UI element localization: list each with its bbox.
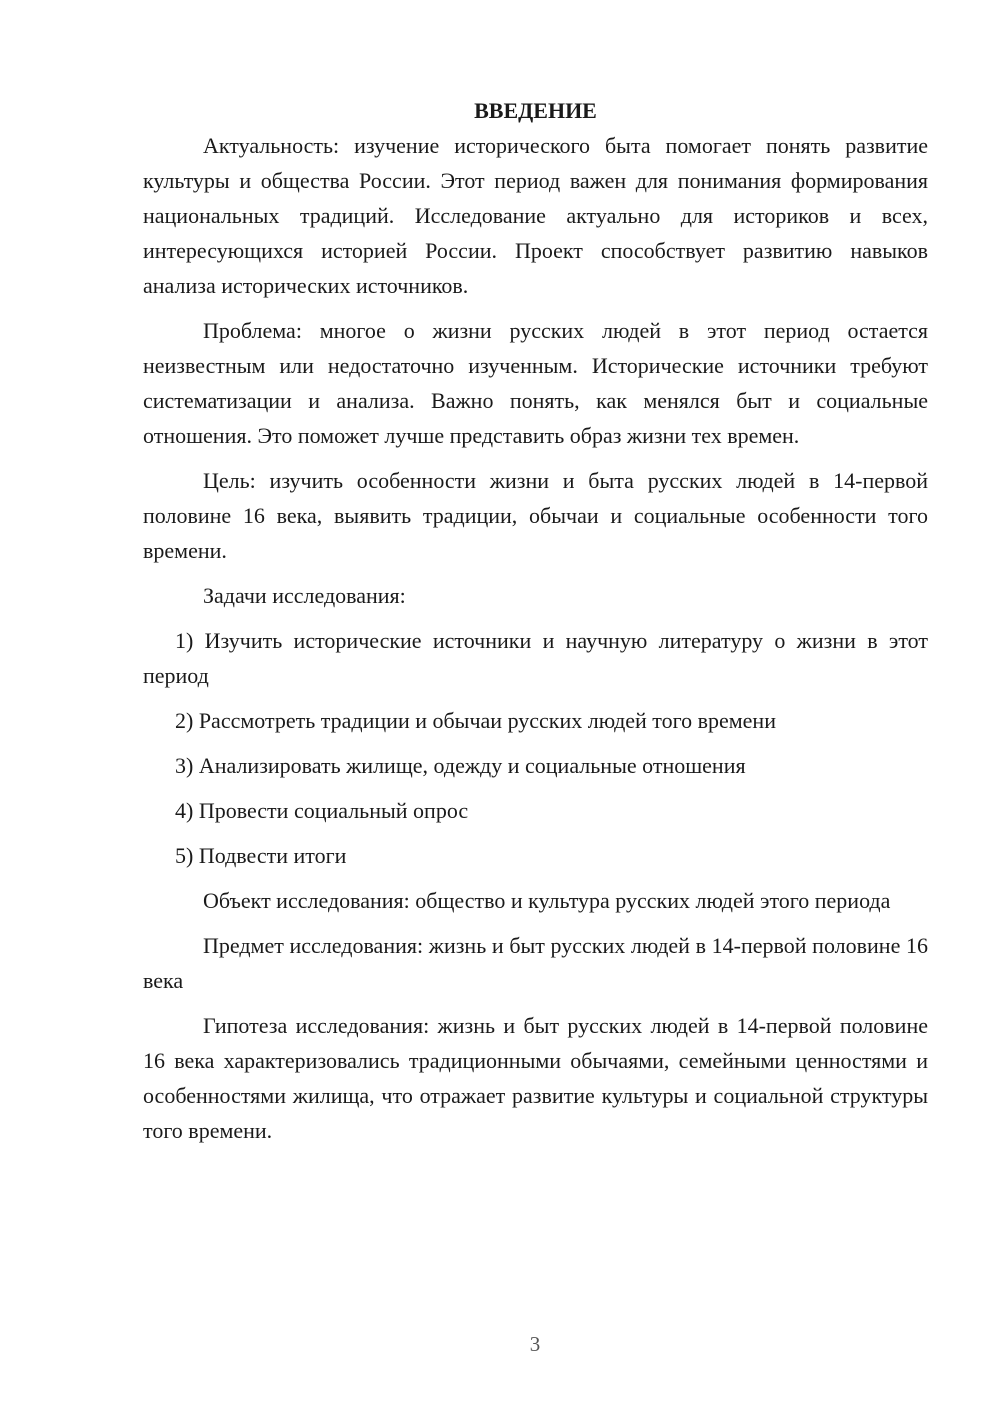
object-paragraph: Объект исследования: общество и культура русских людей этого периода [203,888,891,913]
page-content [143,93,928,1148]
goal-paragraph: Цель: изучить особенности жизни и быта русских людей в 14-первой половине 16 века, выявить традиции, обычаи и социальные особенности того времени. [143,468,928,563]
problem-paragraph: Проблема: многое о жизни русских людей в этот период остается неизвестным или недостаточно изученным. Исторические источники требуют систематизации и анализа. Важно понять, как менялся быт и социальные отношения. Это поможет лучше представить образ жизни тех времен. [143,318,928,448]
task-item: 1) Изучить исторические источники и научную литературу о жизни в этот период [143,628,928,688]
relevance-paragraph: Актуальность: изучение исторического быта помогает понять развитие культуры и общества России. Этот период важен для понимания формирования национальных традиций. Исследование актуально для историков и всех, интересующихся историей России. Проект способствует развитию навыков анализа исторических источников. [143,133,928,298]
task-item: 2) Рассмотреть традиции и обычаи русских людей того времени [175,708,776,733]
subject-paragraph: Предмет исследования: жизнь и быт русских людей в 14-первой половине 16 века [143,933,928,993]
page-title: ВВЕДЕНИЕ [474,98,597,123]
task-item: 5) Подвести итоги [175,843,347,868]
tasks-list [143,623,928,873]
task-item: 3) Анализировать жилище, одежду и социальные отношения [175,753,746,778]
task-item: 4) Провести социальный опрос [175,798,469,823]
tasks-heading: Задачи исследования: [203,583,406,608]
hypothesis-paragraph: Гипотеза исследования: жизнь и быт русских людей в 14-первой половине 16 века характеризовались традиционными обычаями, семейными ценностями и особенностями жилища, что отражает развитие культуры и социальной структуры того времени. [143,1013,928,1143]
page-number: 3 [529,1332,541,1356]
